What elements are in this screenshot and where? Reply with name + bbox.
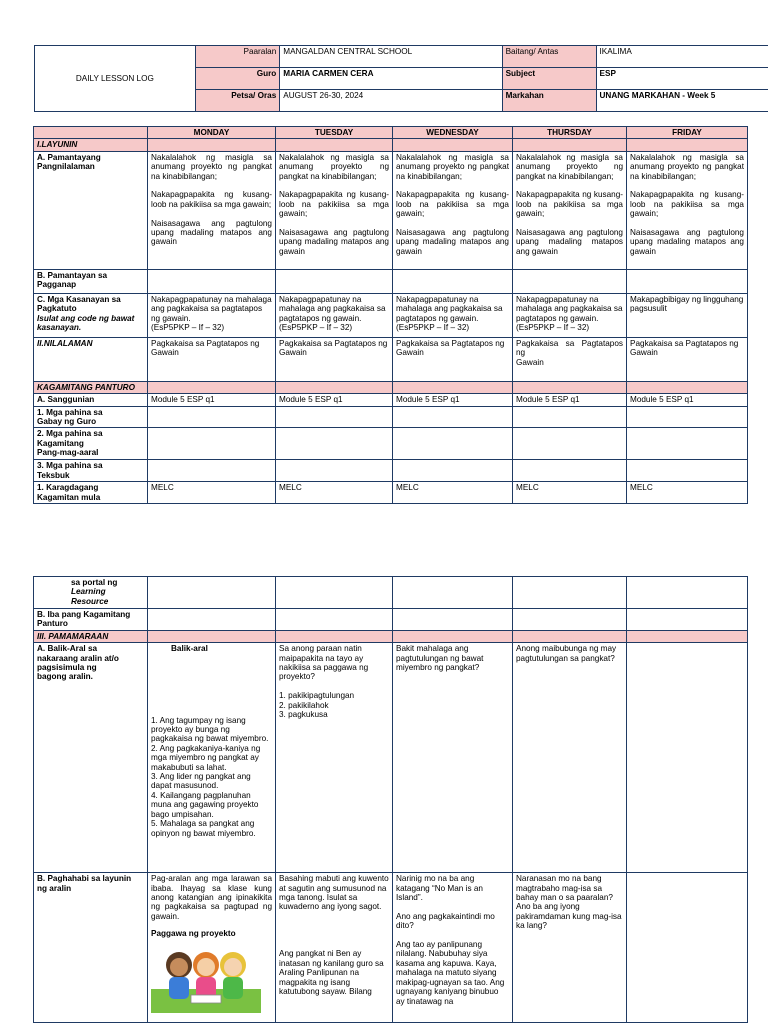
cell-c-wednesday: Nakapagpapatunay na mahalaga ang pagkakaisa sa pagtatapos ng gawain. (EsP5PKP – If – 32) — [393, 293, 513, 337]
cell-a-thursday: Nakalalahok ng masigla sa anumang proyekto ng pangkat na kinabibilangan; Nakapagpapakita ng kusang-loob na pakikiisa sa mga gawain; Naisasagawa ang pagtulong upang madaling matapos ang gawain — [513, 151, 627, 269]
label-portal-learning-resource — [34, 577, 148, 609]
cell-melc-tuesday: MELC — [276, 482, 393, 504]
cell-c-monday: Nakapagpapatunay na mahalaga ang pagkakaisa sa pagtatapos ng gawain. (EsP5PKP – If – 32) — [148, 293, 276, 337]
balik-aral-title: Balik-aral — [171, 644, 208, 654]
cell-melc-thursday: MELC — [513, 482, 627, 504]
label-teksbuk: 3. Mga pahina sa Teksbuk — [34, 460, 148, 482]
cell-paghahabi-monday — [148, 873, 276, 1023]
cell-melc-monday: MELC — [148, 482, 276, 504]
cell-sanggunian-thursday: Module 5 ESP q1 — [513, 394, 627, 406]
cell-nilalaman-friday: Pagkakaisa sa Pagtatapos ng Gawain — [627, 337, 748, 381]
subject-value: ESP — [596, 68, 768, 90]
label-paghahabi-sa-layunin: B. Paghahabi sa layunin ng aralin — [34, 873, 148, 1023]
baitang-label: Baitang/ Antas — [502, 46, 596, 68]
label-kasanayan-sa-pagkatuto — [34, 293, 148, 337]
markahan-label: Markahan — [502, 90, 596, 112]
petsa-label: Petsa/ Oras — [195, 90, 280, 112]
cell-nilalaman-thursday: Pagkakaisa sa Pagtatapos ng Gawain — [513, 337, 627, 381]
label-iba-pang-kagamitang-panturo: B. Iba pang Kagamitang Panturo — [34, 609, 148, 631]
cell-a-wednesday: Nakalalahok ng masigla sa anumang proyekto ng pangkat na kinabibilangan; Nakapagpapakita ng kusang-loob na pakikiisa sa mga gawain; Naisasagawa ang pagtulong upang madaling matapos ang gawain — [393, 151, 513, 269]
paaralan-value: MANGALDAN CENTRAL SCHOOL — [280, 46, 502, 68]
markahan-value: UNANG MARKAHAN - Week 5 — [596, 90, 768, 112]
day-header-tuesday: TUESDAY — [276, 127, 393, 139]
lesson-table-part1 — [33, 126, 748, 504]
cell-melc-friday: MELC — [627, 482, 748, 504]
paaralan-label: Paaralan — [195, 46, 280, 68]
cell-a-monday: Nakalalahok ng masigla sa anumang proyekto ng pangkat na kinabibilangan; Nakapagpapakita ng kusang-loob na pakikiisa sa mga gawain; Naisasagawa ang pagtulong upang madaling matapos ang gawain — [148, 151, 276, 269]
day-header-monday: MONDAY — [148, 127, 276, 139]
daily-lesson-log-title: DAILY LESSON LOG — [35, 46, 196, 112]
cell-paghahabi-wednesday: Narinig mo na ba ang katagang “No Man is an Island”. Ano ang pagkakaintindi mo dito? Ang tao ay panlipunang nilalang. Nabubuhay siya kasama ang kapuwa. Kaya, mahalaga na matuto siyang makipag-ugnayan sa tao. Ang ugnayang kaniyang binubuo ay tinatawag na — [393, 873, 513, 1023]
cell-nilalaman-monday: Pagkakaisa sa Pagtatapos ng Gawain — [148, 337, 276, 381]
lesson-table-part2 — [33, 576, 748, 1023]
cell-nilalaman-tuesday: Pagkakaisa sa Pagtatapos ng Gawain — [276, 337, 393, 381]
petsa-value: AUGUST 26-30, 2024 — [280, 90, 502, 112]
paggawa-ng-proyekto-label: Paggawa ng proyekto — [151, 929, 236, 939]
cell-nilalaman-wednesday: Pagkakaisa sa Pagtatapos ng Gawain — [393, 337, 513, 381]
header-table — [34, 45, 768, 112]
corner-cell — [34, 127, 148, 139]
cell-a-friday: Nakalalahok ng masigla sa anumang proyekto ng pangkat na kinabibilangan; Nakapagpapakita ng kusang-loob na pakikiisa sa mga gawain; Naisasagawa ang pagtulong upang madaling matapos ang gawain — [627, 151, 748, 269]
balik-aral-list: 1. Ang tagumpay ng isang proyekto ay bunga ng pagkakaisa ng bawat miyembro. 2. Ang pagkakaniya-kaniya ng mga miyembro ng pangkat ay makabubuti sa lahat. 3. Ang lider ng pangkat ang dapat masusunod. 4. Kailangang pagplanuhan muna ang gagawing proyekto bago umpisahan. 5. Mahalaga sa pangkat ang opinyon ng bawat miyembro. — [151, 715, 269, 838]
baitang-value: IKALIMA — [596, 46, 768, 68]
section-pamamaraan: III. PAMAMARAAN — [34, 630, 148, 642]
cell-c-friday: Makapagbibigay ng lingguhang pagsusulit — [627, 293, 748, 337]
section-nilalaman: II.NILALAMAN — [34, 337, 148, 381]
section-kagamitang-panturo: KAGAMITANG PANTURO — [34, 381, 148, 393]
cell-sanggunian-tuesday: Module 5 ESP q1 — [276, 394, 393, 406]
cell-sanggunian-wednesday: Module 5 ESP q1 — [393, 394, 513, 406]
cell-balik-aral-tuesday: Sa anong paraan natin maipapakita na tayo ay nakikiisa sa paggawa ng proyekto? 1. pakikipagtulungan 2. pakikilahok 3. pagkukusa — [276, 643, 393, 873]
cell-melc-wednesday: MELC — [393, 482, 513, 504]
cell-paghahabi-thursday: Naranasan mo na bang magtrabaho mag-isa sa bahay man o sa paaralan? Ano ba ang iyong pakiramdaman kung mag-isa ka lang? — [513, 873, 627, 1023]
label-pamantayan-sa-pagganap: B. Pamantayan sa Pagganap — [34, 269, 148, 293]
kasanayan-title: C. Mga Kasanayan sa Pagkatuto — [37, 294, 121, 314]
label-karagdagang-kagamitan: 1. Karagdagang Kagamitan mula — [34, 482, 148, 504]
guro-label: Guro — [195, 68, 280, 90]
cell-a-tuesday: Nakalalahok ng masigla sa anumang proyekto ng pangkat na kinabibilangan; Nakapagpapakita ng kusang-loob na pakikiisa sa mga gawain; Naisasagawa ang pagtulong upang madaling matapos ang gawain — [276, 151, 393, 269]
day-header-friday: FRIDAY — [627, 127, 748, 139]
cell-c-tuesday: Nakapagpapatunay na mahalaga ang pagkakaisa sa pagtatapos ng gawain. (EsP5PKP – If – 32) — [276, 293, 393, 337]
cell-c-thursday: Nakapagpapatunay na mahalaga ang pagkakaisa sa pagtatapos ng gawain. (EsP5PKP – If – 32) — [513, 293, 627, 337]
learning-resource-label: Learning Resource — [71, 587, 109, 606]
cell-paghahabi-tuesday: Basahing mabuti ang kuwento at sagutin ang sumusunod na mga tanong. Isulat sa kuwaderno ang iyong sagot. Ang pangkat ni Ben ay inatasan ng kanilang guro sa Araling Panlipunan na magpakita ng isang katutubong sayaw. Bilang — [276, 873, 393, 1023]
section-layunin: I.LAYUNIN — [34, 139, 148, 151]
label-kagamitang-pang-mag-aaral: 2. Mga pahina sa Kagamitang Pang-mag-aaral — [34, 428, 148, 460]
paghahabi-instructions: Pag-aralan ang mga larawan sa ibaba. Ihayag sa klase kung anong katangian ang ipinakikita ng pagkakaisa sa pagtupad ng gawain. — [151, 874, 272, 921]
subject-label: Subject — [502, 68, 596, 90]
cell-sanggunian-friday: Module 5 ESP q1 — [627, 394, 748, 406]
children-project-illustration — [151, 943, 261, 1013]
label-pamantayang-pangnilalaman: A. Pamantayang Pangnilalaman — [34, 151, 148, 269]
cell-balik-aral-monday — [148, 643, 276, 873]
kasanayan-note: Isulat ang code ng bawat kasanayan. — [37, 313, 135, 333]
guro-value: MARIA CARMEN CERA — [280, 68, 502, 90]
label-balik-aral: A. Balik-Aral sa nakaraang aralin at/o pagsisimula ng bagong aralin. — [34, 643, 148, 873]
portal-label: sa portal ng — [71, 578, 118, 587]
cell-balik-aral-thursday: Anong maibubunga ng may pagtutulungan sa pangkat? — [513, 643, 627, 873]
cell-sanggunian-monday: Module 5 ESP q1 — [148, 394, 276, 406]
label-gabay-ng-guro: 1. Mga pahina sa Gabay ng Guro — [34, 406, 148, 428]
day-header-wednesday: WEDNESDAY — [393, 127, 513, 139]
label-sanggunian: A. Sanggunian — [34, 394, 148, 406]
day-header-thursday: THURSDAY — [513, 127, 627, 139]
cell-balik-aral-friday — [627, 643, 748, 873]
cell-balik-aral-wednesday: Bakit mahalaga ang pagtutulungan ng bawat miyembro ng pangkat? — [393, 643, 513, 873]
cell-paghahabi-friday — [627, 873, 748, 1023]
